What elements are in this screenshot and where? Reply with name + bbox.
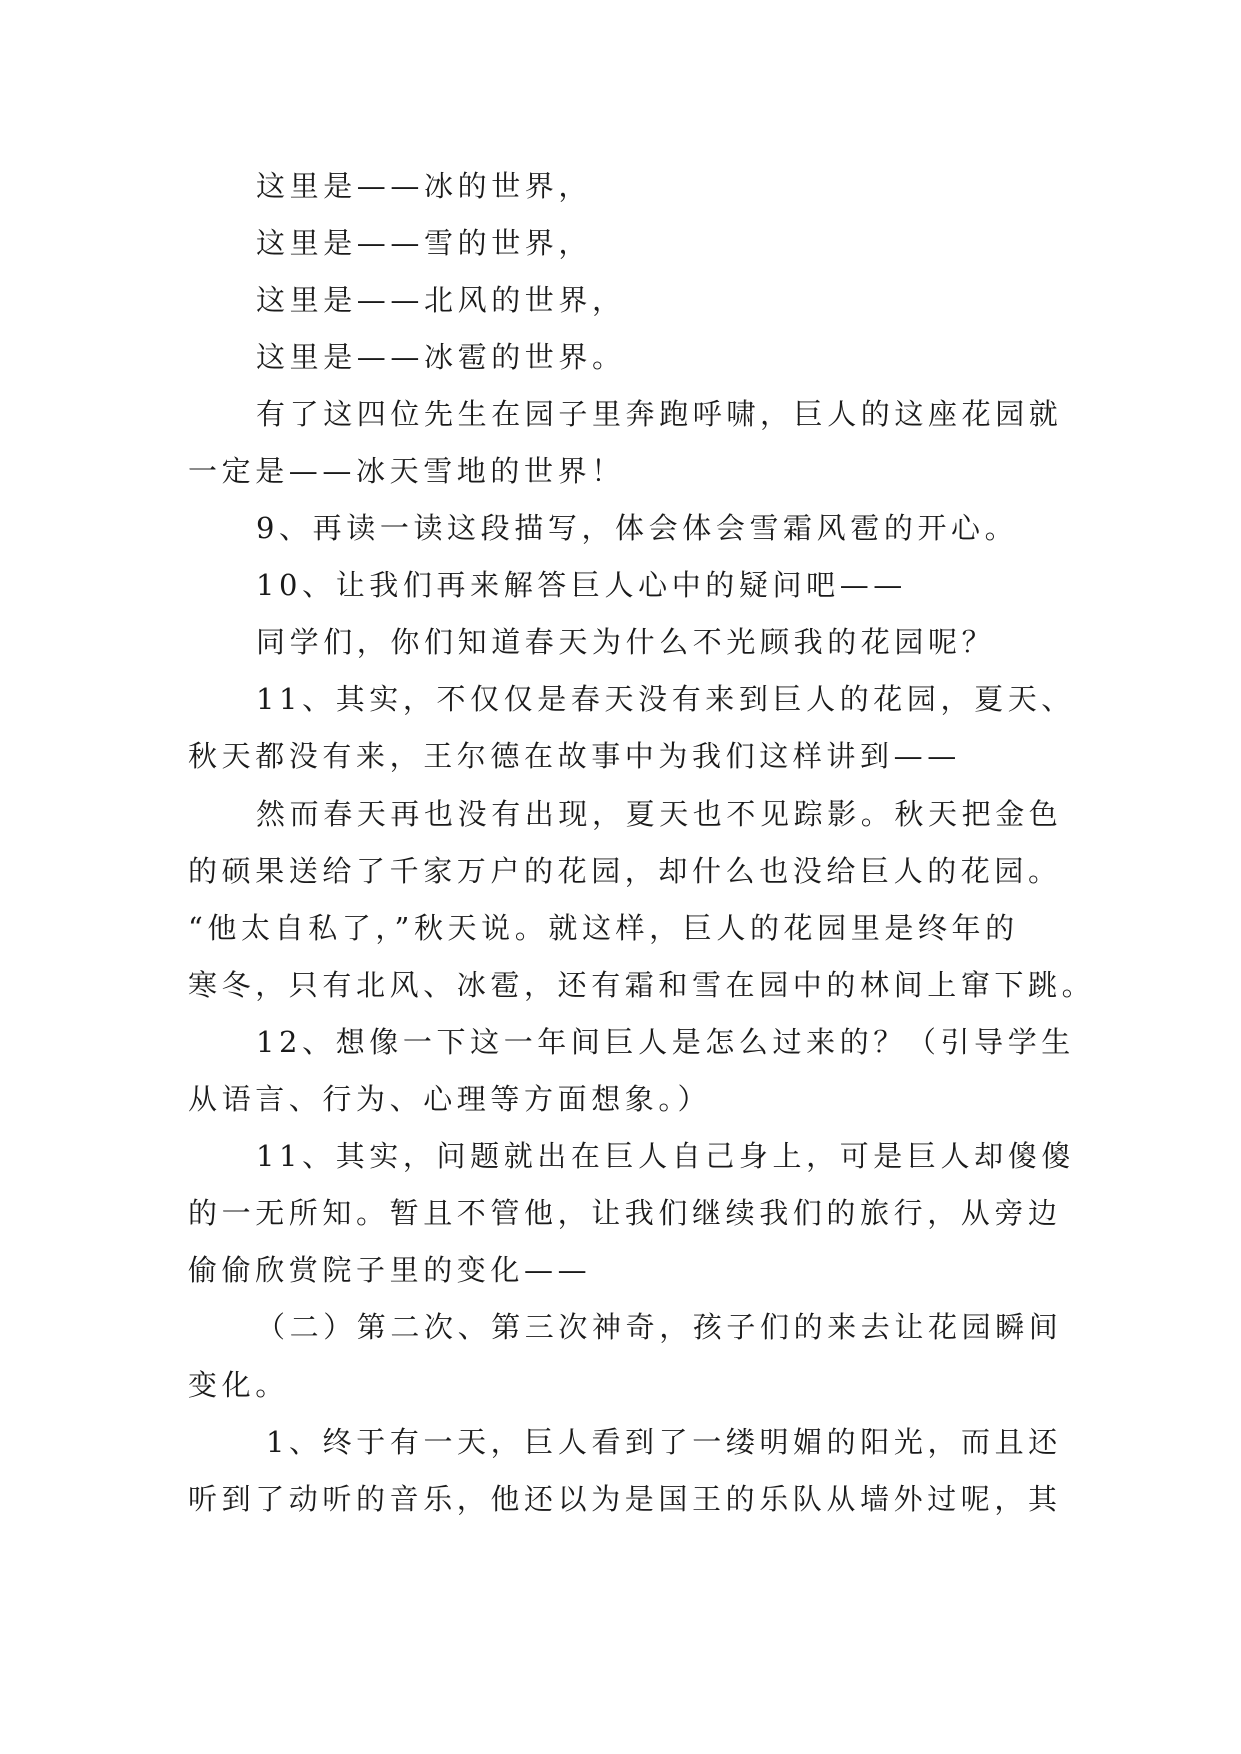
text-line: 9、再读一读这段描写，体会体会雪霜风雹的开心。 xyxy=(256,511,1019,545)
text-line: 从语言、行为、心理等方面想象。） xyxy=(188,1082,712,1116)
text-line: 的一无所知。暂且不管他，让我们继续我们的旅行，从旁边 xyxy=(188,1196,1062,1230)
text-line: 变化。 xyxy=(188,1368,289,1402)
text-line: 同学们，你们知道春天为什么不光顾我的花园呢？ xyxy=(256,625,996,659)
text-line: 这里是——北风的世界， xyxy=(256,283,626,317)
text-line: 1、终于有一天，巨人看到了一缕明媚的阳光，而且还 xyxy=(266,1425,1062,1459)
text-line: 偷偷欣赏院子里的变化—— xyxy=(188,1253,592,1287)
text-line: 寒冬，只有北风、冰雹，还有霜和雪在园中的林间上窜下跳。 xyxy=(188,968,1096,1002)
text-line: 的硕果送给了千家万户的花园，却什么也没给巨人的花园。 xyxy=(188,854,1062,888)
text-line: 11、其实，问题就出在巨人自己身上，可是巨人却傻傻 xyxy=(256,1139,1075,1173)
text-line: 10、让我们再来解答巨人心中的疑问吧—— xyxy=(256,568,907,602)
text-line: 有了这四位先生在园子里奔跑呼啸，巨人的这座花园就 xyxy=(256,397,1063,431)
text-line: “他太自私了，”秋天说。就这样，巨人的花园里是终年的 xyxy=(188,911,1019,945)
text-line: 听到了动听的音乐，他还以为是国王的乐队从墙外过呢，其 xyxy=(188,1482,1062,1516)
text-line: 这里是——冰雹的世界。 xyxy=(256,340,626,374)
text-line: 12、想像一下这一年间巨人是怎么过来的？（引导学生 xyxy=(256,1025,1075,1059)
text-line: （二）第二次、第三次神奇，孩子们的来去让花园瞬间 xyxy=(256,1310,1063,1344)
text-line: 11、其实，不仅仅是春天没有来到巨人的花园，夏天、 xyxy=(256,682,1075,716)
text-line: 秋天都没有来，王尔德在故事中为我们这样讲到—— xyxy=(188,739,961,773)
text-line: 这里是——冰的世界， xyxy=(256,169,593,203)
text-line: 这里是——雪的世界， xyxy=(256,226,593,260)
text-line: 然而春天再也没有出现，夏天也不见踪影。秋天把金色 xyxy=(256,797,1063,831)
text-line: 一定是——冰天雪地的世界！ xyxy=(188,454,625,488)
